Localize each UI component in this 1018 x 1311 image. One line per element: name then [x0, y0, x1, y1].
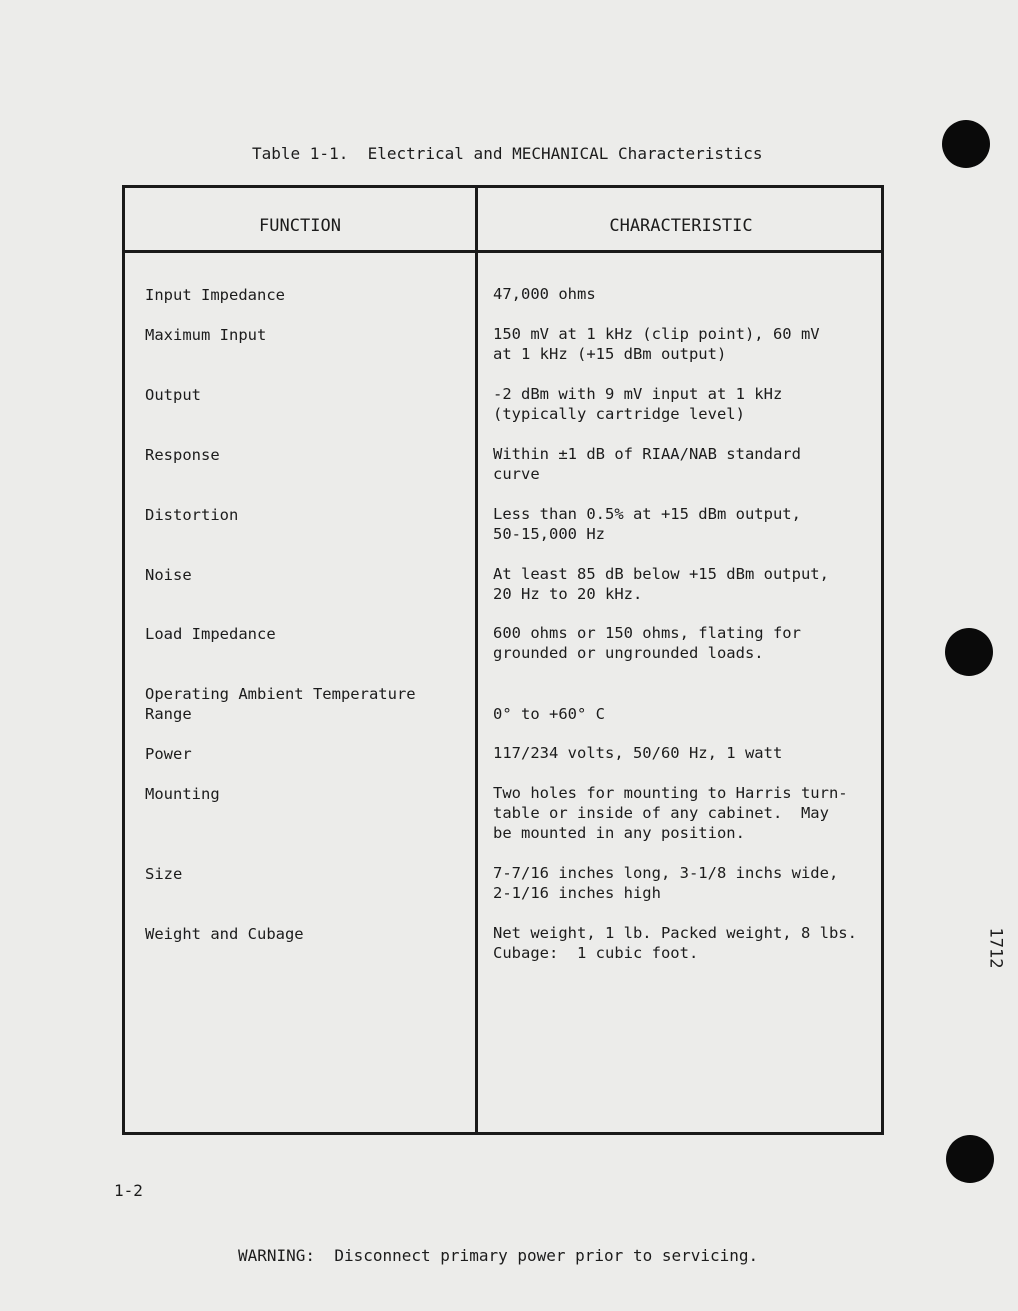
function-distortion: Distortion: [145, 506, 239, 524]
function-size: Size: [145, 865, 183, 883]
column-divider: [475, 188, 478, 1132]
header-rule: [125, 250, 881, 253]
binder-hole-middle: [945, 628, 993, 676]
characteristic-response: Within ±1 dB of RIAA/NAB standard curve: [493, 445, 801, 483]
header-function: FUNCTION: [259, 216, 341, 236]
function-maximum-input: Maximum Input: [145, 326, 267, 344]
function-load-impedance: Load Impedance: [145, 625, 276, 643]
warning-footer: WARNING: Disconnect primary power prior to servicing.: [238, 1246, 759, 1265]
function-input-impedance: Input Impedance: [145, 286, 285, 304]
page-number: 1-2: [114, 1181, 143, 1200]
characteristic-output: -2 dBm with 9 mV input at 1 kHz (typically cartridge level): [493, 385, 783, 423]
binder-hole-top: [942, 120, 990, 168]
function-power: Power: [145, 745, 192, 763]
binder-hole-bottom: [946, 1135, 994, 1183]
characteristic-power: 117/234 volts, 50/60 Hz, 1 watt: [493, 744, 783, 762]
characteristic-weight-cubage: Net weight, 1 lb. Packed weight, 8 lbs. Cubage: 1 cubic foot.: [493, 924, 857, 962]
function-output: Output: [145, 386, 201, 404]
characteristic-input-impedance: 47,000 ohms: [493, 285, 596, 303]
function-noise: Noise: [145, 566, 192, 584]
characteristic-operating-temperature: 0° to +60° C: [493, 705, 605, 723]
side-code: 1712: [985, 927, 1006, 969]
characteristic-mounting: Two holes for mounting to Harris turn- table or inside of any cabinet. May be mounted in any position.: [493, 784, 848, 842]
characteristic-distortion: Less than 0.5% at +15 dBm output, 50-15,000 Hz: [493, 505, 801, 543]
header-characteristic: CHARACTERISTIC: [609, 216, 753, 236]
characteristic-maximum-input: 150 mV at 1 kHz (clip point), 60 mV at 1 kHz (+15 dBm output): [493, 325, 820, 363]
characteristics-table: [122, 185, 884, 1135]
function-weight-cubage: Weight and Cubage: [145, 925, 304, 943]
characteristic-load-impedance: 600 ohms or 150 ohms, flating for grounded or ungrounded loads.: [493, 624, 801, 662]
characteristic-noise: At least 85 dB below +15 dBm output, 20 Hz to 20 kHz.: [493, 565, 829, 603]
function-response: Response: [145, 446, 220, 464]
characteristic-size: 7-7/16 inches long, 3-1/8 inchs wide, 2-1/16 inches high: [493, 864, 839, 902]
function-operating-temperature: Operating Ambient Temperature Range: [145, 685, 416, 723]
function-mounting: Mounting: [145, 785, 220, 803]
table-title: Table 1-1. Electrical and MECHANICAL Characteristics: [252, 144, 763, 163]
